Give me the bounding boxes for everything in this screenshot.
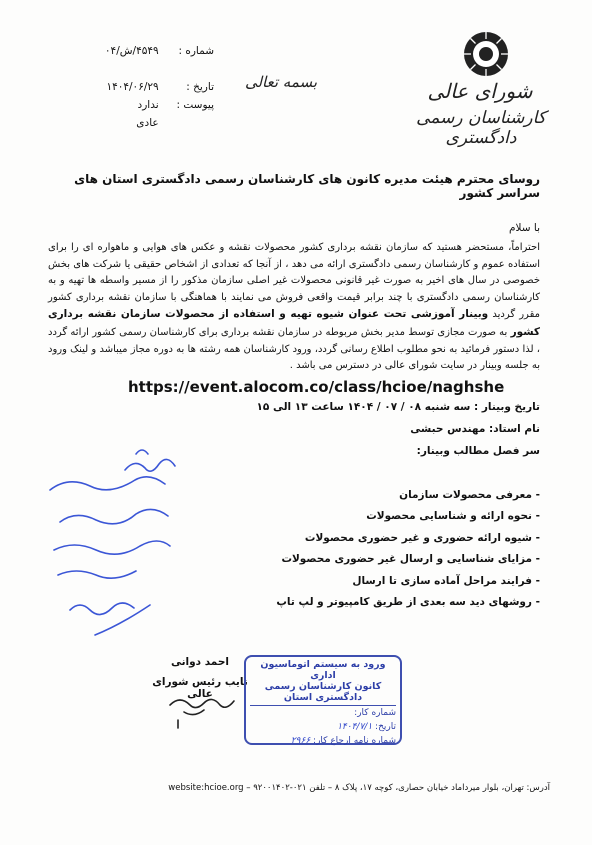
stamp-ref-label: شماره نامه ارجاع کار:	[313, 736, 396, 746]
outline-item: - نحوه ارائه و شناسایی محصولات	[366, 510, 540, 523]
letter-date-row	[54, 80, 214, 94]
greeting: با سلام	[508, 222, 540, 234]
number-label: شماره :	[178, 45, 214, 57]
stamp-line1: ورود به سیستم اتوماسیون اداری	[260, 659, 386, 681]
date-value: ۱۴۰۴/۰۶/۲۹	[106, 81, 159, 93]
attachment-value: ندارد	[137, 99, 159, 111]
classification-value: عادی	[136, 117, 159, 129]
attachment-row	[54, 98, 214, 112]
body-paragraph-rest: به صورت مجازی توسط مدیر بخش مربوطه در سازمان نقشه برداری برای کارشناسان رسمی کشور ارائه گردد ، لذا دستور فرمائید به نحو مطلوب اطلاع رسانی گردد، ورود کارشناسان همه رشته ها به دوره مجاز میباشد و لینک ورود به جلسه وبینار در سایت شورای عالی در دسترس می باشد .	[48, 326, 540, 372]
stamp-number-row	[250, 706, 396, 720]
outline-item: - شیوه ارائه حضوری و غیر حضوری محصولات	[304, 531, 540, 544]
stamp-ref-row	[250, 734, 396, 748]
council-logo-icon	[462, 30, 510, 78]
number-value: ۴۵۴۹/ش/۰۴	[104, 45, 159, 57]
stamp-date-row	[250, 720, 396, 734]
signer-title: نایب رئیس شورای عالی	[152, 676, 248, 700]
teacher-name: نام استاد: مهندس حبشی	[410, 423, 540, 435]
office-stamp	[244, 655, 402, 745]
outline-item: - مزایای شناسایی و ارسال غیر حضوری محصولات	[281, 553, 540, 566]
classification-row	[54, 116, 214, 130]
stamp-date-value: ۱۴۰۴/۷/۱	[337, 722, 373, 732]
letter-number-row	[54, 44, 214, 58]
body-paragraph-intro: احتراماً، مستحضر هستید که سازمان نقشه برداری کشور محصولات نقشه و عکس های هوایی و ماهواره ای را برای استفاده عموم و کارشناسان رسمی دادگستری ارائه می دهد ، از آنجا که تعدادی از اشخاص حقیقی یا شرکت های بخش خصوصی در سال های اخیر به صورت غیر قانونی محصولات غیر اصلی سازمان مذکور را از مسیر واسطه ها تهیه و به کارشناسان رسمی دادگستری با چند برابر قیمت واقعی فروش می نمایند با هماهنگی با سازمان نقشه برداری کشور مقرر گردید	[48, 242, 540, 321]
outline-item: - روشهای دید سه بعدی از طریق کامپیوتر و لپ تاپ	[276, 596, 540, 609]
outline-item: - فرایند مراحل آماده سازی تا ارسال	[352, 574, 540, 587]
handwritten-note	[40, 440, 190, 640]
org-subtitle: کارشناسان رسمی دادگستری	[416, 108, 546, 148]
body-paragraph	[48, 240, 540, 375]
outline-title: سر فصل مطالب وبینار:	[416, 445, 540, 457]
date-label: تاریخ :	[186, 81, 214, 93]
attachment-label: پیوست :	[176, 99, 214, 111]
webinar-link[interactable]: https://event.alocom.co/class/hcioe/naghshe	[128, 378, 505, 396]
stamp-number-label: شماره کار:	[354, 708, 396, 718]
bismillah: بسمه تعالی	[244, 73, 318, 91]
webinar-date: تاریخ وبینار : سه شنبه ۰۸ / ۰۷ / ۱۴۰۴ ساعت ۱۳ الی ۱۵	[256, 401, 540, 413]
webinar-title: وبینار آموزشی تحت عنوان شیوه تهیه و استفاده از محصولات سازمان نقشه برداری کشور	[48, 308, 540, 338]
stamp-date-label: تاریخ:	[375, 722, 396, 732]
stamp-ref-value: ۲۹۶۶	[290, 736, 311, 746]
org-title: شورای عالی	[427, 79, 533, 103]
signature-icon	[160, 690, 240, 730]
footer-address: آدرس: تهران، بلوار میرداماد خیابان حصاری، کوچه ۱۷، پلاک ۸ – تلفن ۰۲۱-۹۲۰۰۱۴۰۲ – website:hcioe.org	[168, 783, 550, 793]
stamp-line2: کانون کارشناسان رسمی دادگستری استان	[250, 681, 396, 706]
recipient: روسای محترم هیئت مدیره کانون های کارشناسان رسمی دادگستری استان های سراسر کشور	[74, 172, 540, 200]
signer-name: احمد دوانی	[170, 656, 229, 668]
outline-item: - معرفی محصولات سازمان	[399, 489, 540, 501]
